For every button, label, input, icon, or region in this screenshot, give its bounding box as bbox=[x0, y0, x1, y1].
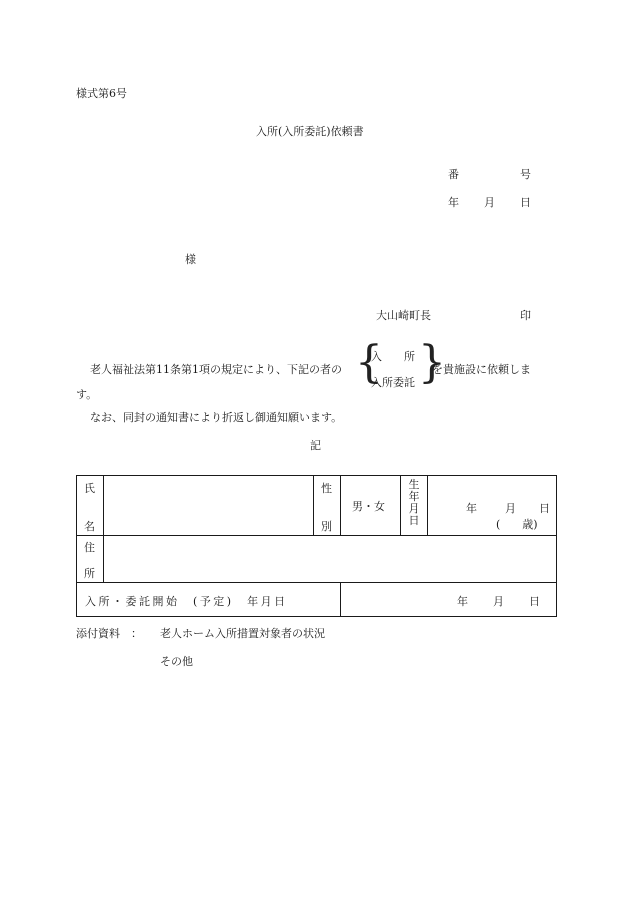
body-line2: なお、同封の通知書により折返し御通知願います。 bbox=[90, 411, 343, 424]
address-label-top: 住 bbox=[84, 541, 95, 554]
address-label-bottom: 所 bbox=[84, 567, 95, 580]
name-field[interactable] bbox=[104, 476, 314, 536]
attachment-item-1: 老人ホーム入所措置対象者の状況 bbox=[160, 627, 325, 640]
birth-char-sei: 生 bbox=[408, 478, 420, 491]
start-date-field[interactable] bbox=[341, 583, 557, 617]
birth-day: 日 bbox=[539, 502, 550, 515]
start-year: 年 bbox=[457, 595, 468, 608]
option-nyusho-itaku: 入所委託 bbox=[371, 376, 415, 389]
birth-char-nichi: 日 bbox=[408, 514, 420, 527]
date-month: 月 bbox=[484, 196, 495, 209]
date-day: 日 bbox=[520, 196, 531, 209]
left-brace: { bbox=[355, 337, 383, 388]
record-table bbox=[76, 475, 557, 617]
sex-label-cell bbox=[314, 476, 341, 536]
name-label-cell bbox=[77, 476, 104, 536]
addressee-suffix: 様 bbox=[185, 253, 196, 266]
option-nyusho: 入 所 bbox=[371, 350, 415, 363]
start-day: 日 bbox=[529, 595, 540, 608]
body-prefix: 老人福祉法第11条第1項の規定により、下記の者の bbox=[90, 363, 342, 376]
start-month: 月 bbox=[493, 595, 504, 608]
birth-age: ( 歳) bbox=[496, 518, 538, 531]
document-title: 入所(入所委託)依頼書 bbox=[256, 125, 364, 138]
right-brace: } bbox=[418, 337, 446, 388]
birth-char-nen: 年 bbox=[408, 490, 420, 503]
body-suffix: を貴施設に依頼しま bbox=[432, 363, 531, 376]
start-label: 入所・委託開始 (予定) 年月日 bbox=[85, 595, 288, 608]
name-label-bottom: 名 bbox=[84, 520, 95, 533]
date-year: 年 bbox=[448, 196, 459, 209]
form-number: 様式第6号 bbox=[76, 87, 127, 100]
attachments-label: 添付資料 ： bbox=[76, 627, 142, 640]
sex-value: 男・女 bbox=[352, 500, 385, 513]
birth-field[interactable] bbox=[428, 476, 557, 536]
birth-label-cell bbox=[401, 476, 428, 536]
sex-label-top: 性 bbox=[321, 482, 332, 495]
doc-number-go: 号 bbox=[520, 168, 531, 181]
name-label-top: 氏 bbox=[84, 482, 95, 495]
birth-char-gatsu: 月 bbox=[408, 502, 420, 515]
body-continuation: す。 bbox=[76, 388, 98, 401]
sender-name: 大山崎町長 bbox=[376, 309, 431, 322]
sex-label-bottom: 別 bbox=[321, 520, 332, 533]
sex-field[interactable] bbox=[341, 476, 401, 536]
seal-mark: 印 bbox=[520, 309, 531, 322]
start-label-cell bbox=[77, 583, 341, 617]
attachment-item-2: その他 bbox=[160, 655, 193, 668]
birth-month: 月 bbox=[505, 502, 516, 515]
birth-year: 年 bbox=[466, 502, 477, 515]
address-field[interactable] bbox=[104, 536, 557, 583]
address-label-cell bbox=[77, 536, 104, 583]
doc-number-ban: 番 bbox=[448, 168, 459, 181]
ki-label: 記 bbox=[310, 439, 321, 452]
